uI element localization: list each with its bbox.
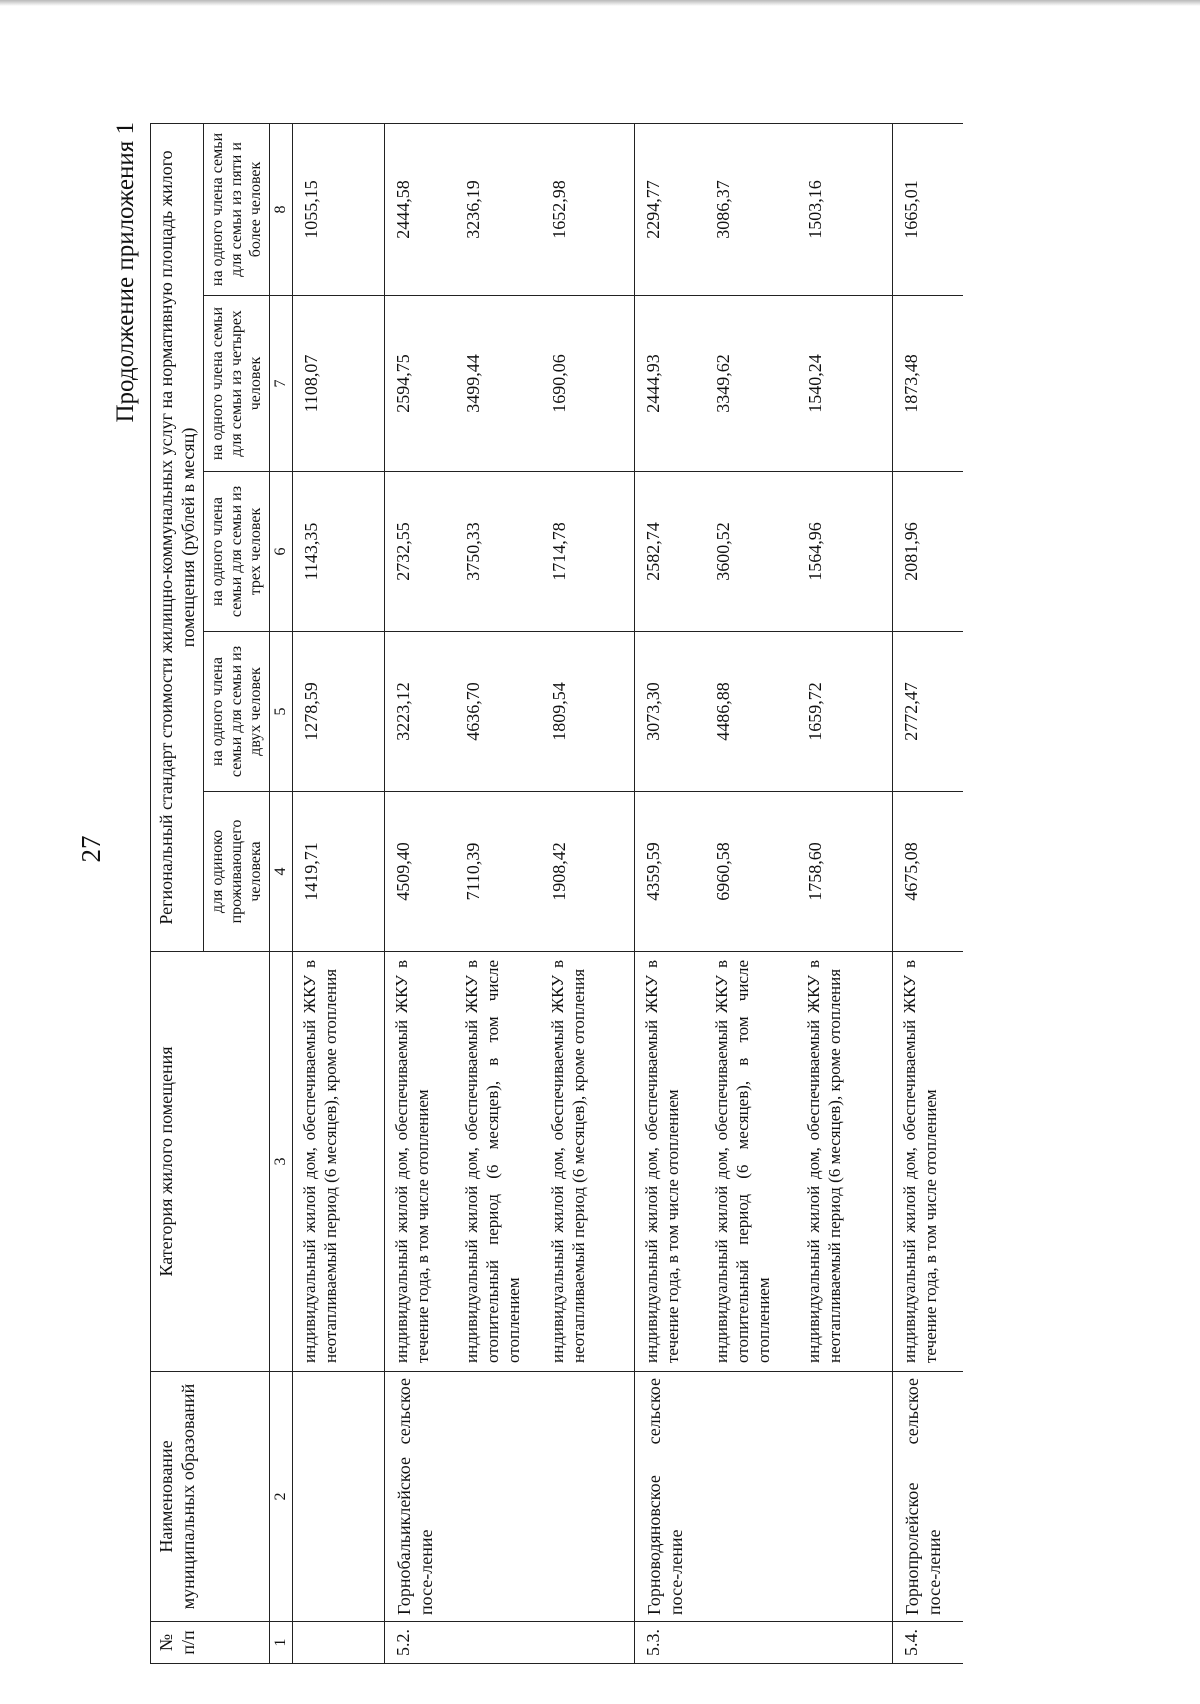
row-num: 5.4. [893, 1622, 963, 1664]
header-sub-single: для одиноко проживающего человека [204, 792, 270, 952]
row-value: 3750,33 [455, 472, 541, 632]
table-row [293, 123, 385, 1663]
row-value: 4675,08 [893, 792, 963, 952]
row-value: 4359,59 [635, 792, 705, 952]
row-municipality: Горноводяновское сельское посе-ление [635, 1372, 705, 1622]
row-value: 1659,72 [797, 632, 893, 792]
column-number: 4 [270, 792, 293, 952]
header-category: Категория жилого помещения [151, 952, 270, 1372]
row-num [293, 1622, 385, 1664]
table-row [635, 123, 705, 1663]
row-category: индивидуальный жилой дом, обеспечиваемый ЖКУ в неотапливаемый период (6 месяцев), кроме отопления [293, 952, 385, 1372]
table-header [151, 123, 293, 1663]
row-value: 1908,42 [541, 792, 635, 952]
row-value: 1108,07 [293, 296, 385, 472]
row-value: 3600,52 [705, 472, 797, 632]
row-value: 4509,40 [385, 792, 455, 952]
row-category: индивидуальный жилой дом, обеспечиваемый ЖКУ в отопительный период (6 месяцев), в том числе отоплением [705, 952, 797, 1372]
row-value: 1055,15 [293, 123, 385, 295]
table-row [385, 123, 455, 1663]
row-value: 2081,96 [893, 472, 963, 632]
row-value: 2582,74 [635, 472, 705, 632]
header-sub-four: на одного члена семьи для семьи из четырех человек [204, 296, 270, 472]
row-value: 2772,47 [893, 632, 963, 792]
row-value: 1143,35 [293, 472, 385, 632]
row-municipality [541, 1372, 635, 1622]
table-row [541, 123, 635, 1663]
row-value: 2444,58 [385, 123, 455, 295]
row-municipality [455, 1372, 541, 1622]
row-num [797, 1622, 893, 1664]
row-municipality: Горнопролейское сельское посе-ление [893, 1372, 963, 1622]
row-value: 3349,62 [705, 296, 797, 472]
table-row [797, 123, 893, 1663]
appendix-note: Продолжение приложения 1 [112, 122, 139, 423]
row-value: 1873,48 [893, 296, 963, 472]
row-value: 1652,98 [541, 123, 635, 295]
column-number: 1 [270, 1622, 293, 1664]
header-municipality: Наименование муниципальных образований [151, 1372, 270, 1622]
table-row [455, 123, 541, 1663]
row-num: 5.2. [385, 1622, 455, 1664]
row-municipality: Горнобальиклейское сельское посе-ление [385, 1372, 455, 1622]
table-body [293, 123, 963, 1663]
row-value: 2444,93 [635, 296, 705, 472]
row-value: 1758,60 [797, 792, 893, 952]
row-category: индивидуальный жилой дом, обеспечиваемый ЖКУ в течение года, в том числе отоплением [893, 952, 963, 1372]
table-row [893, 123, 963, 1663]
row-num [455, 1622, 541, 1664]
row-value: 1503,16 [797, 123, 893, 295]
row-value: 3073,30 [635, 632, 705, 792]
row-value: 4486,88 [705, 632, 797, 792]
header-sub-two: на одного члена семьи для семьи из двух человек [204, 632, 270, 792]
row-value: 3086,37 [705, 123, 797, 295]
row-category: индивидуальный жилой дом, обеспечиваемый ЖКУ в неотапливаемый период (6 месяцев), кроме отопления [797, 952, 893, 1372]
row-num: 5.3. [635, 1622, 705, 1664]
row-value: 6960,58 [705, 792, 797, 952]
row-value: 1809,54 [541, 632, 635, 792]
row-value: 3223,12 [385, 632, 455, 792]
column-number: 3 [270, 952, 293, 1372]
column-number: 5 [270, 632, 293, 792]
row-municipality [705, 1372, 797, 1622]
row-num [541, 1622, 635, 1664]
row-value: 1690,06 [541, 296, 635, 472]
row-value: 1540,24 [797, 296, 893, 472]
row-category: индивидуальный жилой дом, обеспечиваемый ЖКУ в течение года, в том числе отоплением [385, 952, 455, 1372]
row-value: 2594,75 [385, 296, 455, 472]
row-value: 2732,55 [385, 472, 455, 632]
header-sub-three: на одного члена семьи для семьи из трех человек [204, 472, 270, 632]
row-value: 3499,44 [455, 296, 541, 472]
row-value: 1665,01 [893, 123, 963, 295]
row-value: 1564,96 [797, 472, 893, 632]
row-value: 1419,71 [293, 792, 385, 952]
column-number: 7 [270, 296, 293, 472]
row-value: 1714,78 [541, 472, 635, 632]
header-group-title: Региональный стандарт стоимости жилищно-коммунальных услуг на нормативную площадь жилого помещения (рублей в месяц) [151, 123, 204, 951]
row-value: 7110,39 [455, 792, 541, 952]
row-value: 4636,70 [455, 632, 541, 792]
row-category: индивидуальный жилой дом, обеспечиваемый ЖКУ в неотапливаемый период (6 месяцев), кроме отопления [541, 952, 635, 1372]
page-number: 27 [76, 835, 106, 863]
rotated-content [0, 4, 1200, 1704]
row-municipality [797, 1372, 893, 1622]
header-num: № п/п [151, 1622, 270, 1664]
column-number: 8 [270, 123, 293, 295]
housing-cost-table [150, 123, 963, 1664]
row-category: индивидуальный жилой дом, обеспечиваемый ЖКУ в течение года, в том числе отоплением [635, 952, 705, 1372]
row-value: 2294,77 [635, 123, 705, 295]
row-municipality [293, 1372, 385, 1622]
row-value: 3236,19 [455, 123, 541, 295]
header-sub-five: на одного члена семьи для семьи из пяти и более человек [204, 123, 270, 295]
row-value: 1278,59 [293, 632, 385, 792]
row-category: индивидуальный жилой дом, обеспечиваемый ЖКУ в отопительный период (6 месяцев), в том числе отоплением [455, 952, 541, 1372]
column-number: 6 [270, 472, 293, 632]
column-numbers-row [270, 123, 293, 1663]
table-row [705, 123, 797, 1663]
row-num [705, 1622, 797, 1664]
column-number: 2 [270, 1372, 293, 1622]
